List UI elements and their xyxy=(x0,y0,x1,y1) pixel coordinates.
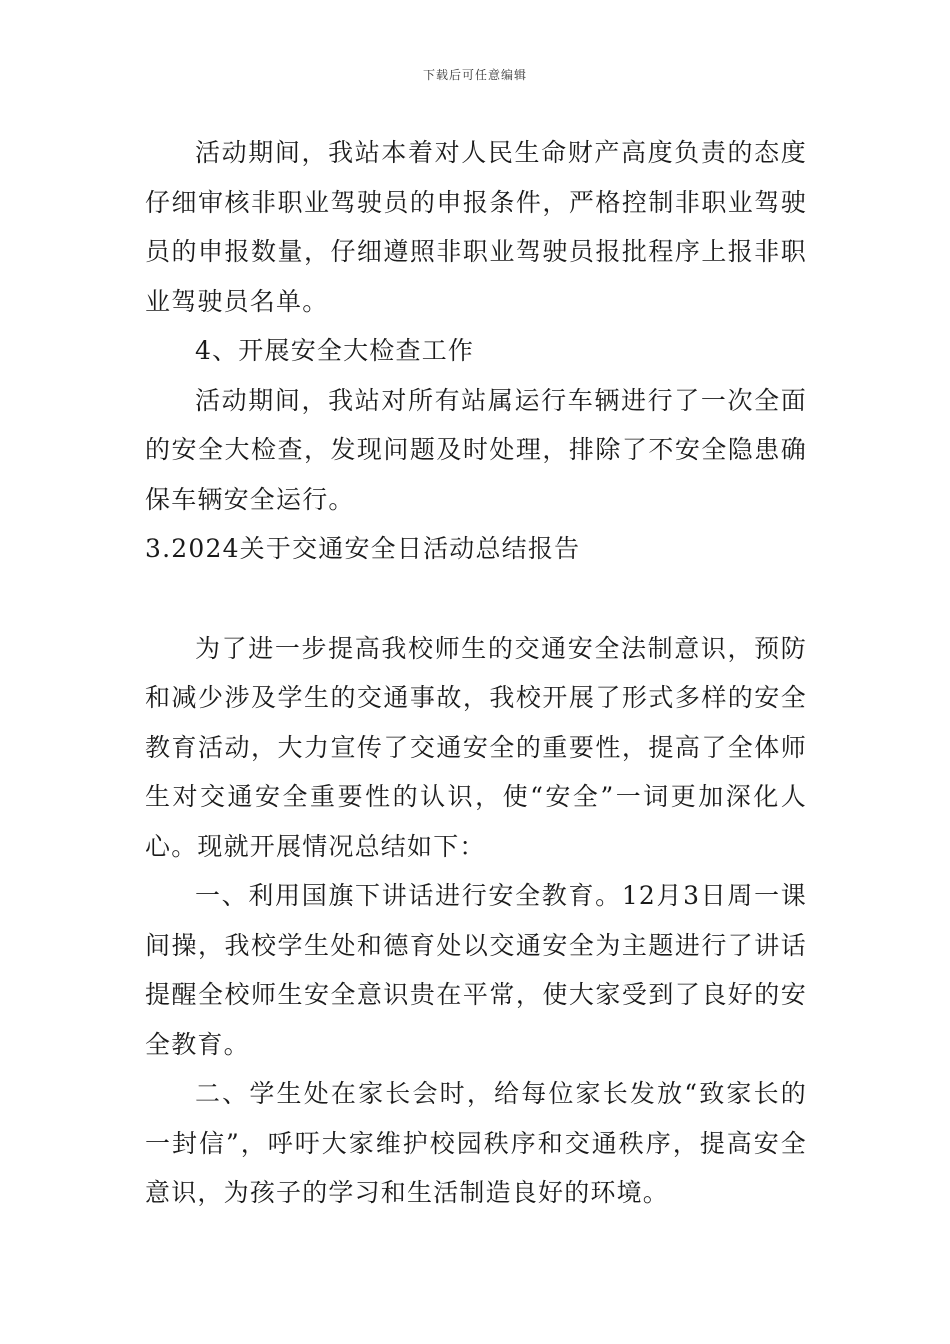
page-header: 下载后可任意编辑 xyxy=(422,68,527,82)
paragraph-introduction: 为了进一步提高我校师生的交通安全法制意识，预防和减少涉及学生的交通事故，我校开展了形式多样的安全教育活动，大力宣传了交通安全的重要性，提高了全体师生对交通安全重要性的认识，使“安全”一词更加深化人心。现就开展情况总结如下： xyxy=(145,633,807,861)
paragraph-driver-review: 活动期间，我站本着对人民生命财产高度负责的态度仔细审核非职业驾驶员的申报条件，严格控制非职业驾驶员的申报数量，仔细遵照非职业驾驶员报批程序上报非职业驾驶员名单。 xyxy=(145,138,807,316)
paragraph-parent-letter: 二、学生处在家长会时，给每位家长发放“致家长的一封信”，呼吁大家维护校园秩序和交通秩序，提高安全意识，为孩子的学习和生活制造良好的环境。 xyxy=(145,1079,807,1207)
blank-line xyxy=(145,574,807,624)
report-title: 3.2024关于交通安全日活动总结报告 xyxy=(145,534,581,563)
paragraph-flag-speech: 一、利用国旗下讲话进行安全教育。12月3日周一课间操，我校学生处和德育处以交通安全为主题进行了讲话提醒全校师生安全意识贵在平常，使大家受到了良好的安全教育。 xyxy=(145,881,807,1059)
document-body xyxy=(145,128,807,1218)
section-heading-safety-check: 4、开展安全大检查工作 xyxy=(195,336,475,365)
paragraph-safety-check: 活动期间，我站对所有站属运行车辆进行了一次全面的安全大检查，发现问题及时处理，排除了不安全隐患确保车辆安全运行。 xyxy=(145,385,807,514)
